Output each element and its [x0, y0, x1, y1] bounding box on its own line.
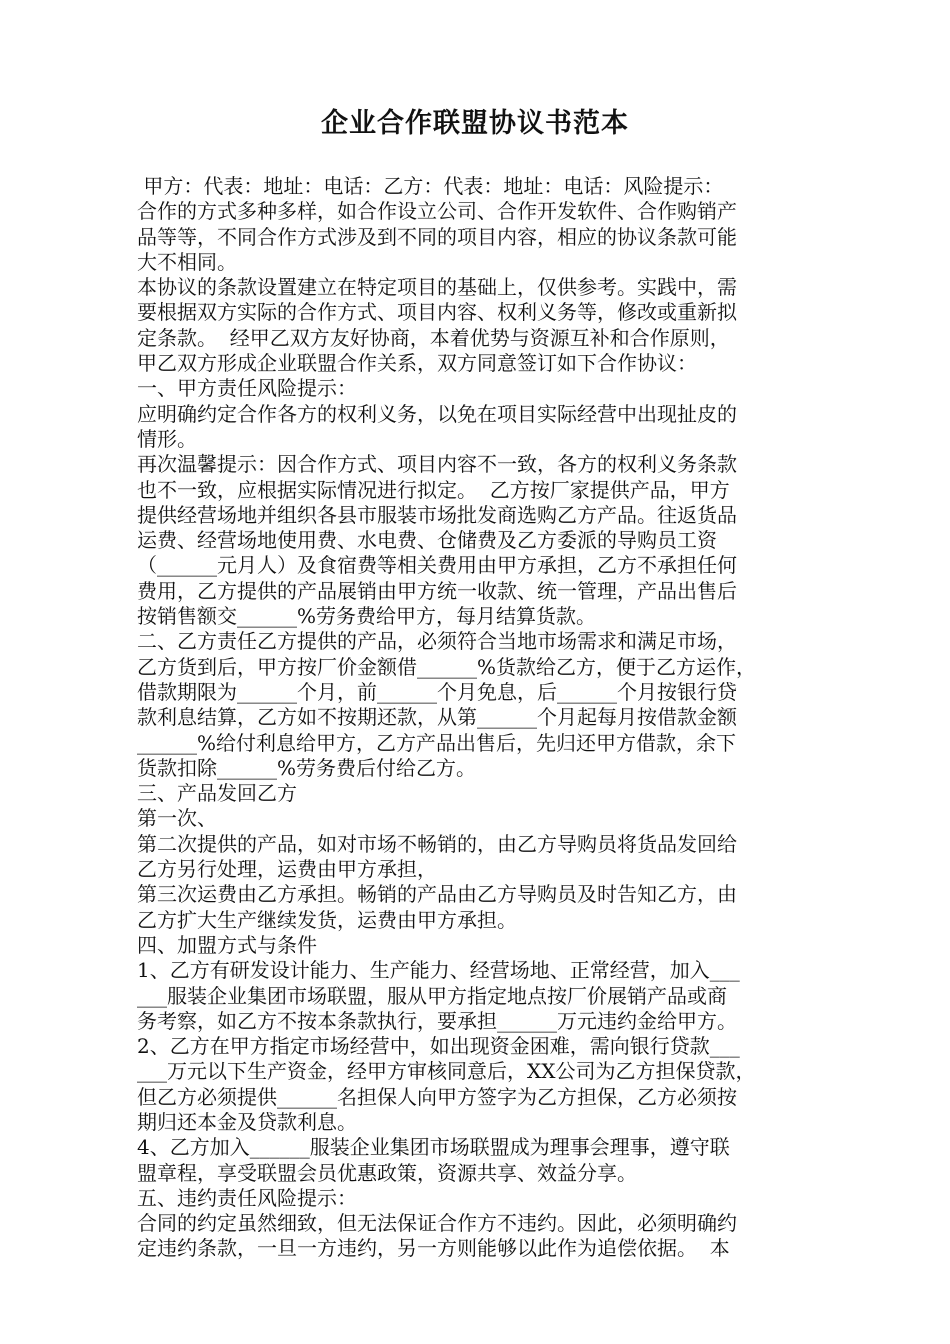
document-line: 费用，乙方提供的产品展销由甲方统一收款、统一管理，产品出售后	[137, 578, 737, 603]
document-line: 三、产品发回乙方	[137, 781, 297, 806]
document-line: 运费、经营场地使用费、水电费、仓储费及乙方委派的导购员工资	[137, 528, 717, 553]
document-line: 甲方：代表：地址：电话：乙方：代表：地址：电话：风险提示：	[137, 174, 724, 198]
document-line: 提供经营场地并组织各县市服装市场批发商选购乙方产品。往返货品	[137, 502, 737, 527]
document-line: 一、甲方责任风险提示：	[137, 376, 357, 401]
document-line: 四、加盟方式与条件	[137, 932, 317, 957]
document-line: 情形。	[137, 426, 197, 451]
document-line: 务考察，如乙方不按本条款执行，要承担______万元违约金给甲方。	[137, 1008, 737, 1033]
document-line: 也不一致，应根据实际情况进行拟定。 乙方按厂家提供产品，甲方	[137, 477, 730, 502]
document-line: ______%给付利息给甲方，乙方产品出售后，先归还甲方借款，余下	[137, 730, 737, 755]
document-line: 甲乙双方形成企业联盟合作关系，双方同意签订如下合作协议：	[137, 351, 697, 376]
document-line: 借款期限为______个月，前______个月免息，后______个月按银行贷	[137, 679, 737, 704]
document-line: 款利息结算，乙方如不按期还款，从第______个月起每月按借款金额	[137, 705, 737, 730]
document-line: 定违约条款，一旦一方违约，另一方则能够以此作为追偿依据。 本	[137, 1236, 730, 1261]
document-line: 品等等，不同合作方式涉及到不同的项目内容，相应的协议条款可能	[137, 224, 737, 249]
document-line: 本协议的条款设置建立在特定项目的基础上，仅供参考。实践中，需	[137, 275, 737, 300]
document-line: 再次温馨提示：因合作方式、项目内容不一致，各方的权利义务条款	[137, 452, 737, 477]
document-line: 乙方另行处理，运费由甲方承担，	[137, 857, 437, 882]
document-line: 期归还本金及贷款利息。	[137, 1109, 357, 1134]
document-line: 货款扣除______%劳务费后付给乙方。	[137, 755, 477, 780]
document-line: 第三次运费由乙方承担。畅销的产品由乙方导购员及时告知乙方，由	[137, 882, 737, 907]
document-line: 要根据双方实际的合作方式、项目内容、权利义务等，修改或重新拟	[137, 300, 737, 325]
document-line: 第二次提供的产品，如对市场不畅销的，由乙方导购员将货品发回给	[137, 831, 737, 856]
document-line: 合作的方式多种多样，如合作设立公司、合作开发软件、合作购销产	[137, 199, 737, 224]
document-line: 大不相同。	[137, 249, 237, 274]
document-line: 合同的约定虽然细致，但无法保证合作方不违约。因此，必须明确约	[137, 1211, 737, 1236]
document-line: 但乙方必须提供______名担保人向甲方签字为乙方担保，乙方必须按	[137, 1084, 737, 1109]
document-line: 4、乙方加入______服装企业集团市场联盟成为理事会理事，遵守联	[137, 1135, 730, 1160]
document-line: 按销售额交______%劳务费给甲方，每月结算货款。	[137, 604, 597, 629]
document-line: 第一次、	[137, 806, 217, 831]
document-line: （______元月人）及食宿费等相关费用由甲方承担，乙方不承担任何	[137, 553, 737, 578]
document-title: 企业合作联盟协议书范本	[321, 108, 629, 139]
document-line: 2、乙方在甲方指定市场经营中，如出现资金困难，需向银行贷款___	[137, 1034, 740, 1059]
document-line: 二、乙方责任乙方提供的产品，必须符合当地市场需求和满足市场，	[137, 629, 737, 654]
document-line: ___万元以下生产资金，经甲方审核同意后，XX公司为乙方担保贷款，	[137, 1059, 756, 1084]
document-line: 应明确约定合作各方的权利义务，以免在项目实际经营中出现扯皮的	[137, 401, 737, 426]
document-line: 1、乙方有研发设计能力、生产能力、经营场地、正常经营，加入___	[137, 958, 740, 983]
document-line: 盟章程，享受联盟会员优惠政策，资源共享、效益分享。	[137, 1160, 637, 1185]
document-line: 定条款。 经甲乙双方友好协商，本着优势与资源互补和合作原则，	[137, 325, 730, 350]
document-line: ___服装企业集团市场联盟，服从甲方指定地点按厂价展销产品或商	[137, 983, 727, 1008]
document-body	[137, 174, 827, 1262]
document-line: 乙方扩大生产继续发货，运费由甲方承担。	[137, 907, 517, 932]
document-line: 乙方货到后，甲方按厂价金额借______%货款给乙方，便于乙方运作，	[137, 654, 757, 679]
document-line: 五、违约责任风险提示：	[137, 1185, 357, 1210]
